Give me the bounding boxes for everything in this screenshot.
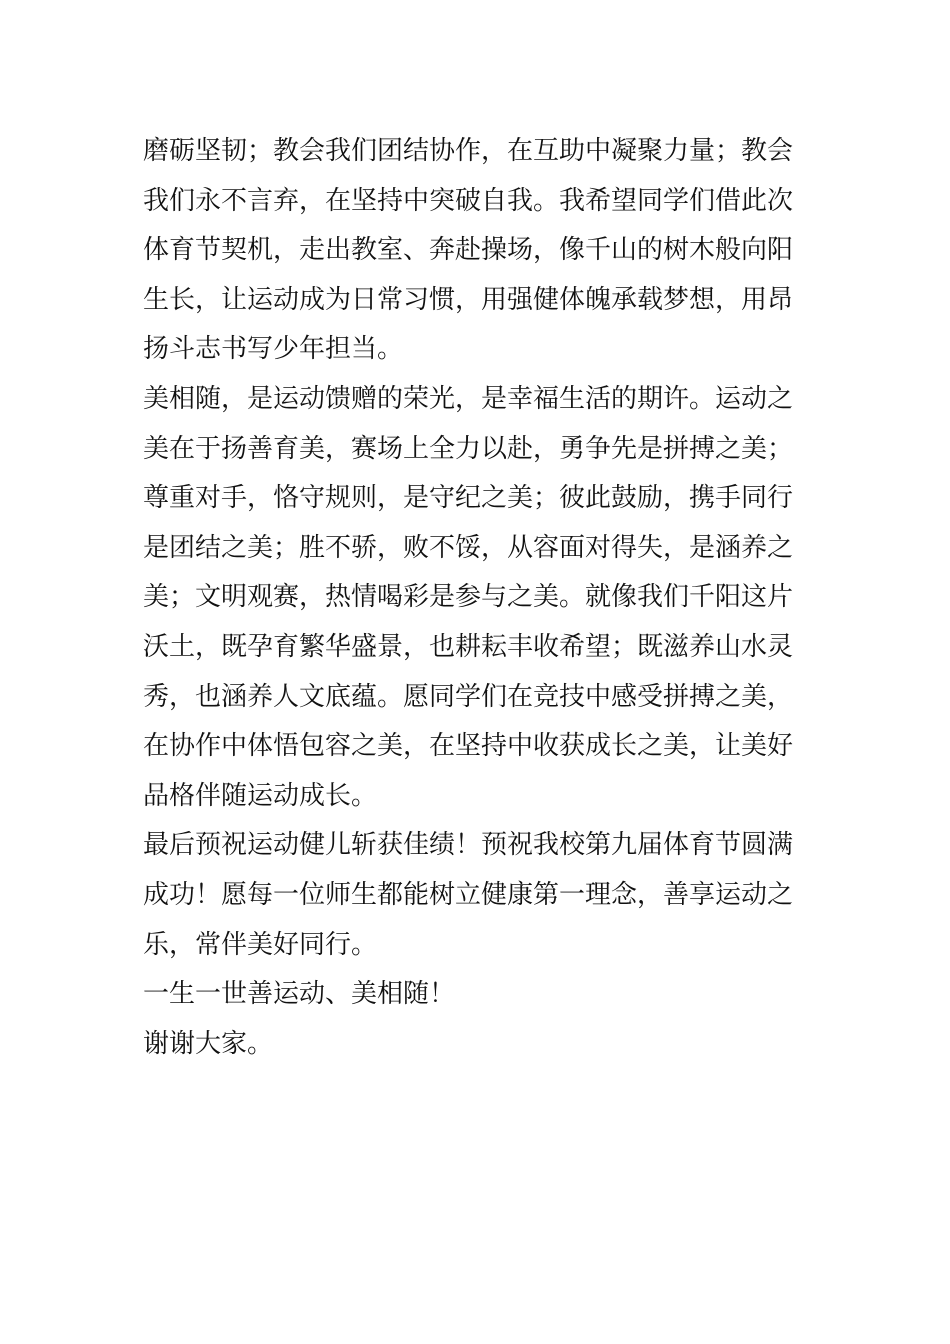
text-line: 是团结之美；胜不骄，败不馁，从容面对得失，是涵养之 [143,532,794,563]
text-line: 乐，常伴美好同行。 [143,929,378,960]
text-line: 品格伴随运动成长。 [143,780,378,811]
text-line: 最后预祝运动健儿斩获佳绩！预祝我校第九届体育节圆满 [143,830,794,861]
text-line: 一生一世善运动、美相随！ [143,979,456,1010]
text-line: 尊重对手，恪守规则，是守纪之美；彼此鼓励，携手同行 [143,483,794,514]
text-line: 美在于扬善育美，赛场上全力以赴，勇争先是拼搏之美； [143,433,794,464]
text-line: 谢谢大家。 [143,1028,274,1059]
speech-text [143,127,813,1069]
text-line: 美；文明观赛，热情喝彩是参与之美。就像我们千阳这片 [143,582,794,613]
text-line: 在协作中体悟包容之美，在坚持中收获成长之美，让美好 [143,731,794,762]
text-line: 磨砺坚韧；教会我们团结协作，在互助中凝聚力量；教会 [143,136,794,166]
text-line: 沃土，既孕育繁华盛景，也耕耘丰收希望；既滋养山水灵 [143,631,794,662]
text-line: 秀，也涵养人文底蕴。愿同学们在竞技中感受拼搏之美， [143,681,794,712]
text-line: 成功！愿每一位师生都能树立健康第一理念，善享运动之 [143,879,794,910]
text-line: 体育节契机，走出教室、奔赴操场，像千山的树木般向阳 [143,235,794,266]
text-line: 生长，让运动成为日常习惯，用强健体魄承载梦想，用昂 [143,284,794,315]
text-line: 美相随，是运动馈赠的荣光，是幸福生活的期许。运动之 [143,383,794,414]
text-line: 我们永不言弃，在坚持中突破自我。我希望同学们借此次 [143,185,794,216]
text-line: 扬斗志书写少年担当。 [143,334,404,365]
